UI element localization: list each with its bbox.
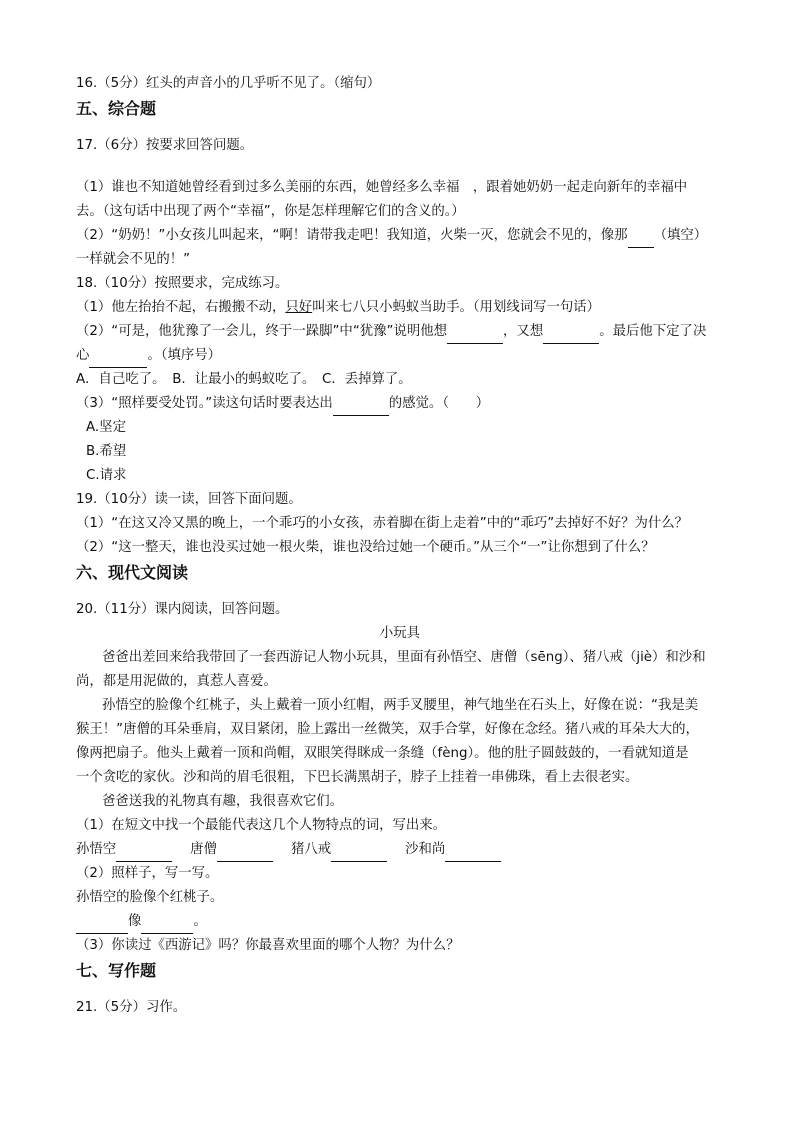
article-para1-line2: 尚，都是用泥做的，真惹人喜爱。: [76, 674, 277, 689]
q18-part3: [76, 392, 724, 416]
q18-part2-text-b: ，又想: [503, 324, 544, 339]
article-para3: 爸爸送我的礼物真有趣，我很喜欢它们。: [102, 794, 344, 809]
q20-sub1-answers: [76, 838, 724, 862]
q17-part1-line1: （1）谁也不知道她曾经看到过多么美丽的东西，她曾经多么幸福 ，跟着她奶奶一起走向新年的幸福中: [76, 180, 688, 195]
q20-sub1: （1）在短文中找一个最能代表这几个人物特点的词，写出来。: [76, 818, 447, 833]
q17-part1-line2: 去。（这句话中出现了两个“幸福”，你是怎样理解它们的含义的。）: [76, 204, 465, 219]
section-6-heading: 六、现代文阅读: [76, 563, 189, 582]
article-para2-line1: 孙悟空的脸像个红桃子，头上戴着一顶小红帽，两手叉腰里，神气地坐在石头上，好像在说：“我是美: [102, 698, 699, 713]
q18-part2-text-a: （2）“可是，他犹豫了一会儿，终于一跺脚”中“犹豫”说明他想: [76, 324, 448, 339]
blank-shaheshang[interactable]: [445, 843, 501, 862]
q18-option-b[interactable]: B.希望: [86, 444, 127, 459]
blank-zhubajie[interactable]: [331, 843, 387, 862]
q17-part2-line2: 一样就会不见的！”: [76, 252, 191, 267]
q18-part1-post: 叫来七八只小蚂蚁当助手。（用划线词写一句话）: [312, 300, 601, 315]
q18-part2-text-d: 心: [76, 348, 90, 363]
article-title: 小玩具: [379, 626, 421, 641]
q20-sub2: （2）照样子，写一写。: [76, 866, 219, 881]
article-para2-line4: 一个贪吃的家伙。沙和尚的眉毛很粗，下巴长满黑胡子，脖子上挂着一串佛珠，看上去很老实。: [76, 770, 639, 785]
q18-blank-2[interactable]: [543, 325, 599, 344]
q18-part2-line1: [76, 320, 724, 344]
q17-fill-blank[interactable]: [628, 229, 654, 248]
q18-part3-text-b: 的感觉。（ ）: [388, 396, 490, 411]
section-7-heading: 七、写作题: [76, 961, 157, 980]
question-21: 21.（5分）习作。: [76, 1000, 187, 1015]
blank-sunwukong[interactable]: [116, 843, 172, 862]
q18-underlined-word: 只好: [285, 300, 313, 315]
q18-part1-pre: （1）他左抬抬不起，右搬搬不动，: [76, 300, 286, 315]
q20-example: 孙悟空的脸像个红桃子。: [76, 890, 224, 905]
section-5-heading: 五、综合题: [76, 99, 157, 118]
q18-blank-4[interactable]: [333, 397, 389, 416]
q18-blank-1[interactable]: [447, 325, 503, 344]
article-para2-line3: 像两把扇子。他头上戴着一顶和尚帽，双眼笑得眯成一条缝（fèng）。他的肚子圆鼓鼓的，一看就知道是: [76, 746, 689, 761]
q18-part2-line2: [76, 344, 724, 368]
name-sunwukong: 孙悟空: [76, 842, 117, 857]
name-shaheshang: 沙和尚: [405, 842, 446, 857]
q19-part1: （1）“在这又冷又黑的晚上，一个乖巧的小女孩，赤着脚在街上走着”中的“乖巧”去掉好不好？为什么？: [76, 516, 689, 531]
q17-part2-line1: [76, 224, 724, 248]
imitation-blank-1[interactable]: [76, 915, 128, 934]
question-17-title: 17.（6分）按要求回答问题。: [76, 138, 254, 153]
q18-part2-text-c: 。最后他下定了决: [599, 324, 707, 339]
imitation-blank-2[interactable]: [141, 915, 193, 934]
q17-part2-text: （2）“奶奶！”小女孩儿叫起来，“啊！请带我走吧！我知道，火柴一灭，您就会不见的，像那: [76, 228, 628, 243]
q18-part3-text-a: （3）“照样要受处罚。”读这句话时要表达出: [76, 396, 333, 411]
q18-options: A．自己吃了。 B．让最小的蚂蚁吃了。 C．丢掉算了。: [76, 372, 412, 387]
q18-part2-text-e: 。（填序号）: [147, 348, 222, 363]
q18-option-a[interactable]: A.坚定: [86, 420, 126, 435]
article-para1-line1: 爸爸出差回来给我带回了一套西游记人物小玩具，里面有孙悟空、唐僧（sēng）、猪八戒（jiè）和沙和: [102, 650, 706, 665]
name-tangseng: 唐僧: [190, 842, 217, 857]
question-19-title: 19.（10分）读一读，回答下面问题。: [76, 492, 302, 507]
q20-imitation: [76, 910, 724, 934]
article-para2-line2: 猴王！”唐僧的耳朵垂肩，双目紧闭，脸上露出一丝微笑，双手合掌，好像在念经。猪八戒的耳朵大大的，: [76, 722, 699, 737]
q19-part2: （2）“这一整天，谁也没买过她一根火柴，谁也没给过她一个硬币。”从三个“一”让你想到了什么？: [76, 540, 655, 555]
imitation-like: 像: [128, 914, 142, 929]
q18-blank-3[interactable]: [89, 349, 147, 368]
imitation-period: 。: [193, 914, 207, 929]
q20-sub3: （3）你读过《西游记》吗？你最喜欢里面的哪个人物？为什么？: [76, 938, 460, 953]
question-20-title: 20.（11分）课内阅读，回答问题。: [76, 602, 289, 617]
question-16: 16.（5分）红头的声音小的几乎听不见了。（缩句）: [76, 76, 381, 91]
q17-part2-hint: （填空）: [653, 228, 708, 243]
exam-page: [76, 72, 724, 1020]
q18-option-c[interactable]: C.请求: [86, 468, 127, 483]
question-18-title: 18.（10分）按照要求，完成练习。: [76, 276, 289, 291]
name-zhubajie: 猪八戒: [290, 842, 332, 857]
q18-part1: [76, 296, 724, 320]
blank-tangseng[interactable]: [217, 843, 273, 862]
